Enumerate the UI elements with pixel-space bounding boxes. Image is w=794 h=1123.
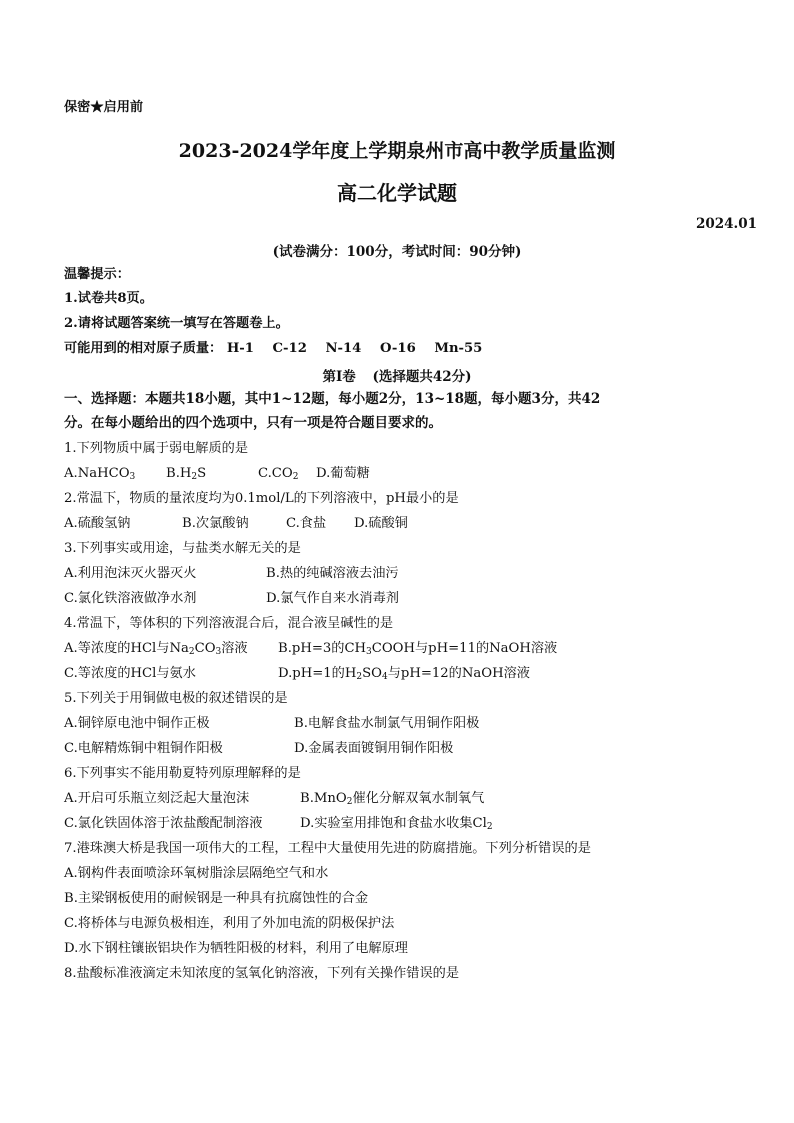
option-a: A.钢构件表面喷涂环氧树脂涂层隔绝空气和水 <box>64 866 329 881</box>
option-c: C.电解精炼铜中粗铜作阳极 <box>64 741 223 756</box>
option-a: A.NaHCO$_3$ <box>64 466 136 482</box>
option-c: $C.CO_2$ <box>258 466 299 482</box>
question-options <box>64 715 479 733</box>
part1-heading <box>0 365 794 385</box>
option-b: B.次氯酸钠 <box>182 516 249 531</box>
option-a: A.利用泡沫灭火器灭火 <box>64 566 197 581</box>
option-d: D.葡萄糖 <box>316 466 370 481</box>
question-stem: 1.下列物质中属于弱电解质的是 <box>64 441 249 456</box>
option-c: C.等浓度的HCl与氨水 <box>64 666 196 681</box>
question-stem: 8.盐酸标准液滴定未知浓度的氢氧化钠溶液，下列有关操作错误的是 <box>64 966 460 981</box>
option-b: $B.H_2S$ <box>166 466 207 482</box>
option-a: A.等浓度的HCl与$Na_2CO_3$溶液 <box>64 641 248 657</box>
question-stem: 3.下列事实或用途，与盐类水解无关的是 <box>64 541 301 556</box>
part1-title: 第Ⅰ卷 <box>322 369 356 385</box>
tips-heading: 温馨提示： <box>64 267 130 282</box>
option-b: B.pH=3的$CH_3COOH$与pH=11的NaOH溶液 <box>278 641 558 657</box>
option-d: D.氯气作自来水消毒剂 <box>266 591 399 606</box>
exam-date: 2024.01 <box>695 216 757 232</box>
atomic-masses-label: 可能用到的相对原子质量： <box>64 341 223 356</box>
atomic-mass-value: C-12 <box>272 341 307 356</box>
option-a: A.硫酸氢钠 <box>64 516 131 531</box>
option-c: C.将桥体与电源负极相连，利用了外加电流的阴极保护法 <box>64 916 395 931</box>
atomic-mass-value: N-14 <box>325 341 362 356</box>
question-stem: 4.常温下，等体积的下列溶液混合后，混合液呈碱性的是 <box>64 616 394 631</box>
question-stem: 7.港珠澳大桥是我国一项伟大的工程，工程中大量使用先进的防腐措施。下列分析错误的是 <box>64 841 591 856</box>
exam-title: 2023-2024学年度上学期泉州市高中教学质量监测 <box>178 140 616 162</box>
option-b: B.主梁钢板使用的耐候钢是一种具有抗腐蚀性的合金 <box>64 891 369 906</box>
option-b: B.MnO$_2$催化分解双氧水制氧气 <box>300 791 485 807</box>
question-stem: 2.常温下，物质的量浓度均为0.1mol/L的下列溶液中，pH最小的是 <box>64 491 459 506</box>
question-options <box>64 790 484 808</box>
atomic-mass-value: O-16 <box>379 341 416 356</box>
option-d: D.pH=1的$H_2SO_4$与pH=12的NaOH溶液 <box>278 666 530 682</box>
option-d: D.金属表面镀铜用铜作阳极 <box>294 741 454 756</box>
question-options <box>64 590 399 608</box>
question-options <box>64 665 530 683</box>
option-c: C.食盐 <box>286 516 327 531</box>
section-instructions: 分。在每小题给出的四个选项中，只有一项是符合题目要求的。 <box>64 415 442 431</box>
option-a: A.开启可乐瓶立刻泛起大量泡沫 <box>64 791 250 806</box>
option-d: D.水下钢柱镶嵌铝块作为牺牲阳极的材料，利用了电解原理 <box>64 941 408 956</box>
tip-item: 1.试卷共8页。 <box>64 291 153 306</box>
option-d: D.实验室用排饱和食盐水收集$Cl_2$ <box>300 816 493 832</box>
tip-item: 2.请将试题答案统一填写在答题卷上。 <box>64 316 289 331</box>
atomic-masses <box>64 340 482 358</box>
option-b: B.热的纯碱溶液去油污 <box>266 566 399 581</box>
question-options <box>64 740 453 758</box>
question-stem: 5.下列关于用铜做电极的叙述错误的是 <box>64 691 288 706</box>
option-b: B.电解食盐水制氯气用铜作阳极 <box>294 716 480 731</box>
question-options <box>64 565 399 583</box>
question-options <box>64 515 408 533</box>
exam-subtitle: 高二化学试题 <box>337 181 457 205</box>
part1-note: (选择题共42分) <box>372 369 472 385</box>
option-d: D.硫酸铜 <box>354 516 408 531</box>
option-c: C.氯化铁固体溶于浓盐酸配制溶液 <box>64 816 263 831</box>
atomic-mass-value: H-1 <box>226 341 254 356</box>
section-instructions: 一、选择题：本题共18小题，其中1~12题，每小题2分，13~18题，每小题3分，共42 <box>64 391 601 407</box>
question-stem: 6.下列事实不能用勒夏特列原理解释的是 <box>64 766 301 781</box>
exam-info: (试卷满分：100分，考试时间：90分钟) <box>272 244 522 260</box>
option-a: A.铜锌原电池中铜作正极 <box>64 716 210 731</box>
question-options <box>64 465 370 483</box>
option-c: C.氯化铁溶液做净水剂 <box>64 591 197 606</box>
question-options <box>64 815 493 833</box>
question-options <box>64 640 557 658</box>
confidential-label: 保密★启用前 <box>64 100 144 115</box>
atomic-mass-value: Mn-55 <box>434 341 483 356</box>
